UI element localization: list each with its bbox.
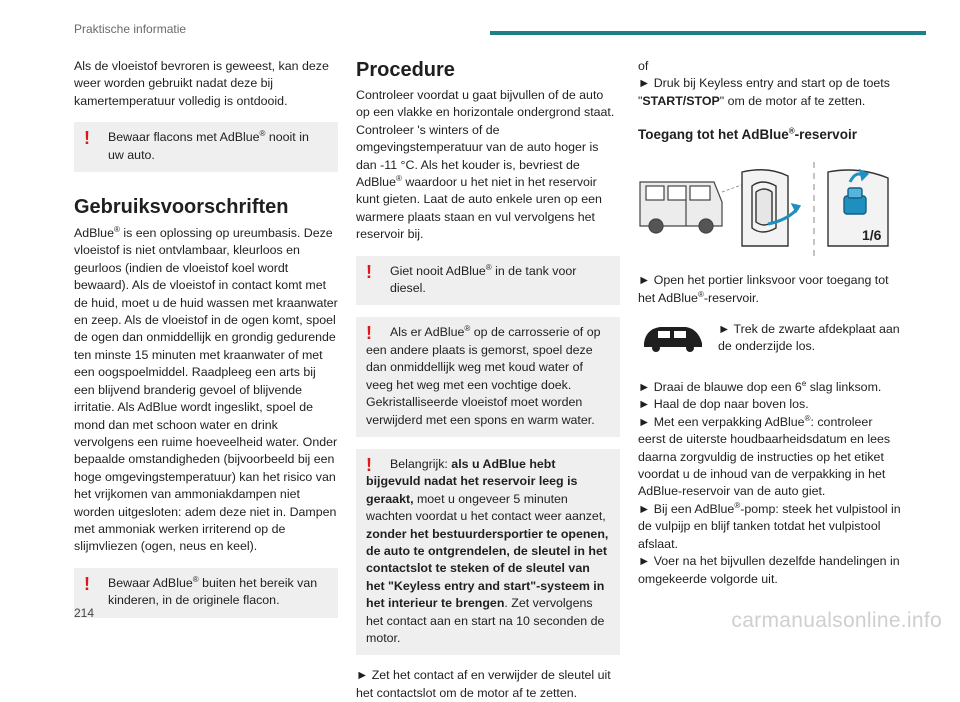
column-1 (74, 58, 338, 618)
body-paragraph: AdBlue® is een oplossing op ureumbasis. Deze vloeistof is niet ontvlambaar, kleurloos en geurloos (indien de vloeistof koel wordt bewaard). Als de vloeistof in contact komt met de huid, moet u de huid wassen met kraanwater en zeep. Als de vloeistof in de ogen komt, spoel de ogen dan onmiddellijk en grondig gedurende ten minste 15 minuten met kraanwater of met een oogspoelmiddel. Raadpleeg een arts bij een blijvend branderig gevoel of blijvende irritatie. Als AdBlue wordt ingeslikt, spoel de mond dan met schoon water en drink vervolgens een ruime hoeveelheid water. Onder bepaalde omstandigheden (bijvoorbeeld bij een hoge omgevingstemperatuur) kan het risico van het vrijkomen van ammoniakdampen niet worden uitgesloten: adem deze niet in. Dampen met ammoniak werken irriterend op de slijmvliezen (ogen, neus en keel). (74, 224, 338, 554)
subsection-heading: Toegang tot het AdBlue®-reservoir (638, 126, 857, 143)
adblue-access-figure (638, 162, 902, 258)
step-item: ► Bij een AdBlue®-pomp: steek het vulpistool in de vulpijp en blijf tanken totdat het vulpistool afslaat. (638, 500, 901, 551)
step-item: ► Voer na het bijvullen dezelfde handelingen in omgekeerde volgorde uit. (638, 554, 900, 586)
warning-box: ! Bewaar flacons met AdBlue® nooit in uw auto. (74, 122, 338, 172)
warning-icon: ! (366, 261, 372, 282)
step-item: ► Open het portier linksvoor voor toegang tot het AdBlue®-reservoir. (638, 273, 889, 305)
warning-box: ! Als er AdBlue® op de carrosserie of op een andere plaats is gemorst, spoel deze dan onmiddellijk weg met koud water of veeg het weg met een vochtige doek. Gekristalliseerde vloeistof moet worden verwijderd met een spons en warm water. (356, 317, 620, 436)
van-front-icon (642, 323, 704, 353)
section-header: Praktische informatie (74, 22, 187, 36)
warning-icon: ! (366, 454, 372, 475)
or-text: of (638, 59, 649, 73)
step-item: ► Met een verpakking AdBlue®: controleer eerst de uiterste houdbaarheidsdatum en lees daarna zorgvuldig de instructies op het etiket voordat u de inhoud van de verpakking in het AdBlue-reservoir van de auto giet. (638, 413, 891, 499)
warning-icon: ! (84, 128, 90, 149)
cover-plate-step (638, 319, 902, 367)
body-paragraph: Controleer voordat u gaat bijvullen of de auto op een vlakke en horizontale ondergrond staat. Controleer 's winters of de omgevingstemperatuur van de auto hoger is dan -11 °C. Als het kouder is, bevriest de AdBlue® waardoor u het niet in het reservoir kunt gieten. Laat de auto enkele uren op een warmere plaats staan en vul vervolgens het reservoir bij. (356, 88, 615, 242)
step-item: ► Draai de blauwe dop een 6e slag linksom. (638, 378, 882, 395)
warning-box: ! Bewaar AdBlue® buiten het bereik van kinderen, in de originele flacon. (74, 568, 338, 618)
intro-paragraph: Als de vloeistof bevroren is geweest, kan deze weer worden gebruikt nadat deze bij kamertemperatuur volledig is ontdooid. (74, 59, 329, 108)
section-heading: Procedure (356, 59, 455, 81)
step-item: ► Haal de dop naar boven los. (638, 397, 809, 412)
section-heading: Gebruiksvoorschriften (74, 196, 289, 219)
warning-box: ! Belangrijk: als u AdBlue hebt bijgevuld nadat het reservoir leeg is geraakt, moet u ongeveer 5 minuten wachten voordat u het contact weer aanzet, zonder het bestuurdersportier te openen, de auto te ontgrendelen, de sleutel in het contactslot te steken of de sleutel van het "Keyless entry and start"-systeem in het interieur te brengen. Zet vervolgens het contact aan en start na 10 seconden de motor. (356, 449, 620, 655)
warning-icon: ! (84, 573, 90, 594)
door-pillar-icon (742, 170, 800, 246)
warning-box: ! Giet nooit AdBlue® in de tank voor diesel. (356, 256, 620, 306)
watermark: carmanualsonline.info (731, 609, 942, 632)
figure-step-label: 1/6 (862, 227, 882, 244)
column-2 (356, 58, 620, 702)
warning-icon: ! (366, 323, 372, 344)
header-rule (490, 31, 926, 35)
step-item: ► Trek de zwarte afdekplaat aan de onderzijde los. (718, 322, 900, 354)
page-number: 214 (74, 606, 95, 620)
column-3 (638, 58, 902, 588)
adblue-access-illustration (638, 162, 902, 258)
van-side-icon (640, 182, 722, 233)
step-item: ► Druk bij Keyless entry and start op de toets "START/STOP" om de motor af te zetten. (638, 76, 890, 108)
step-item: ► Zet het contact af en verwijder de sleutel uit het contactslot om de motor af te zetten. (356, 668, 611, 700)
